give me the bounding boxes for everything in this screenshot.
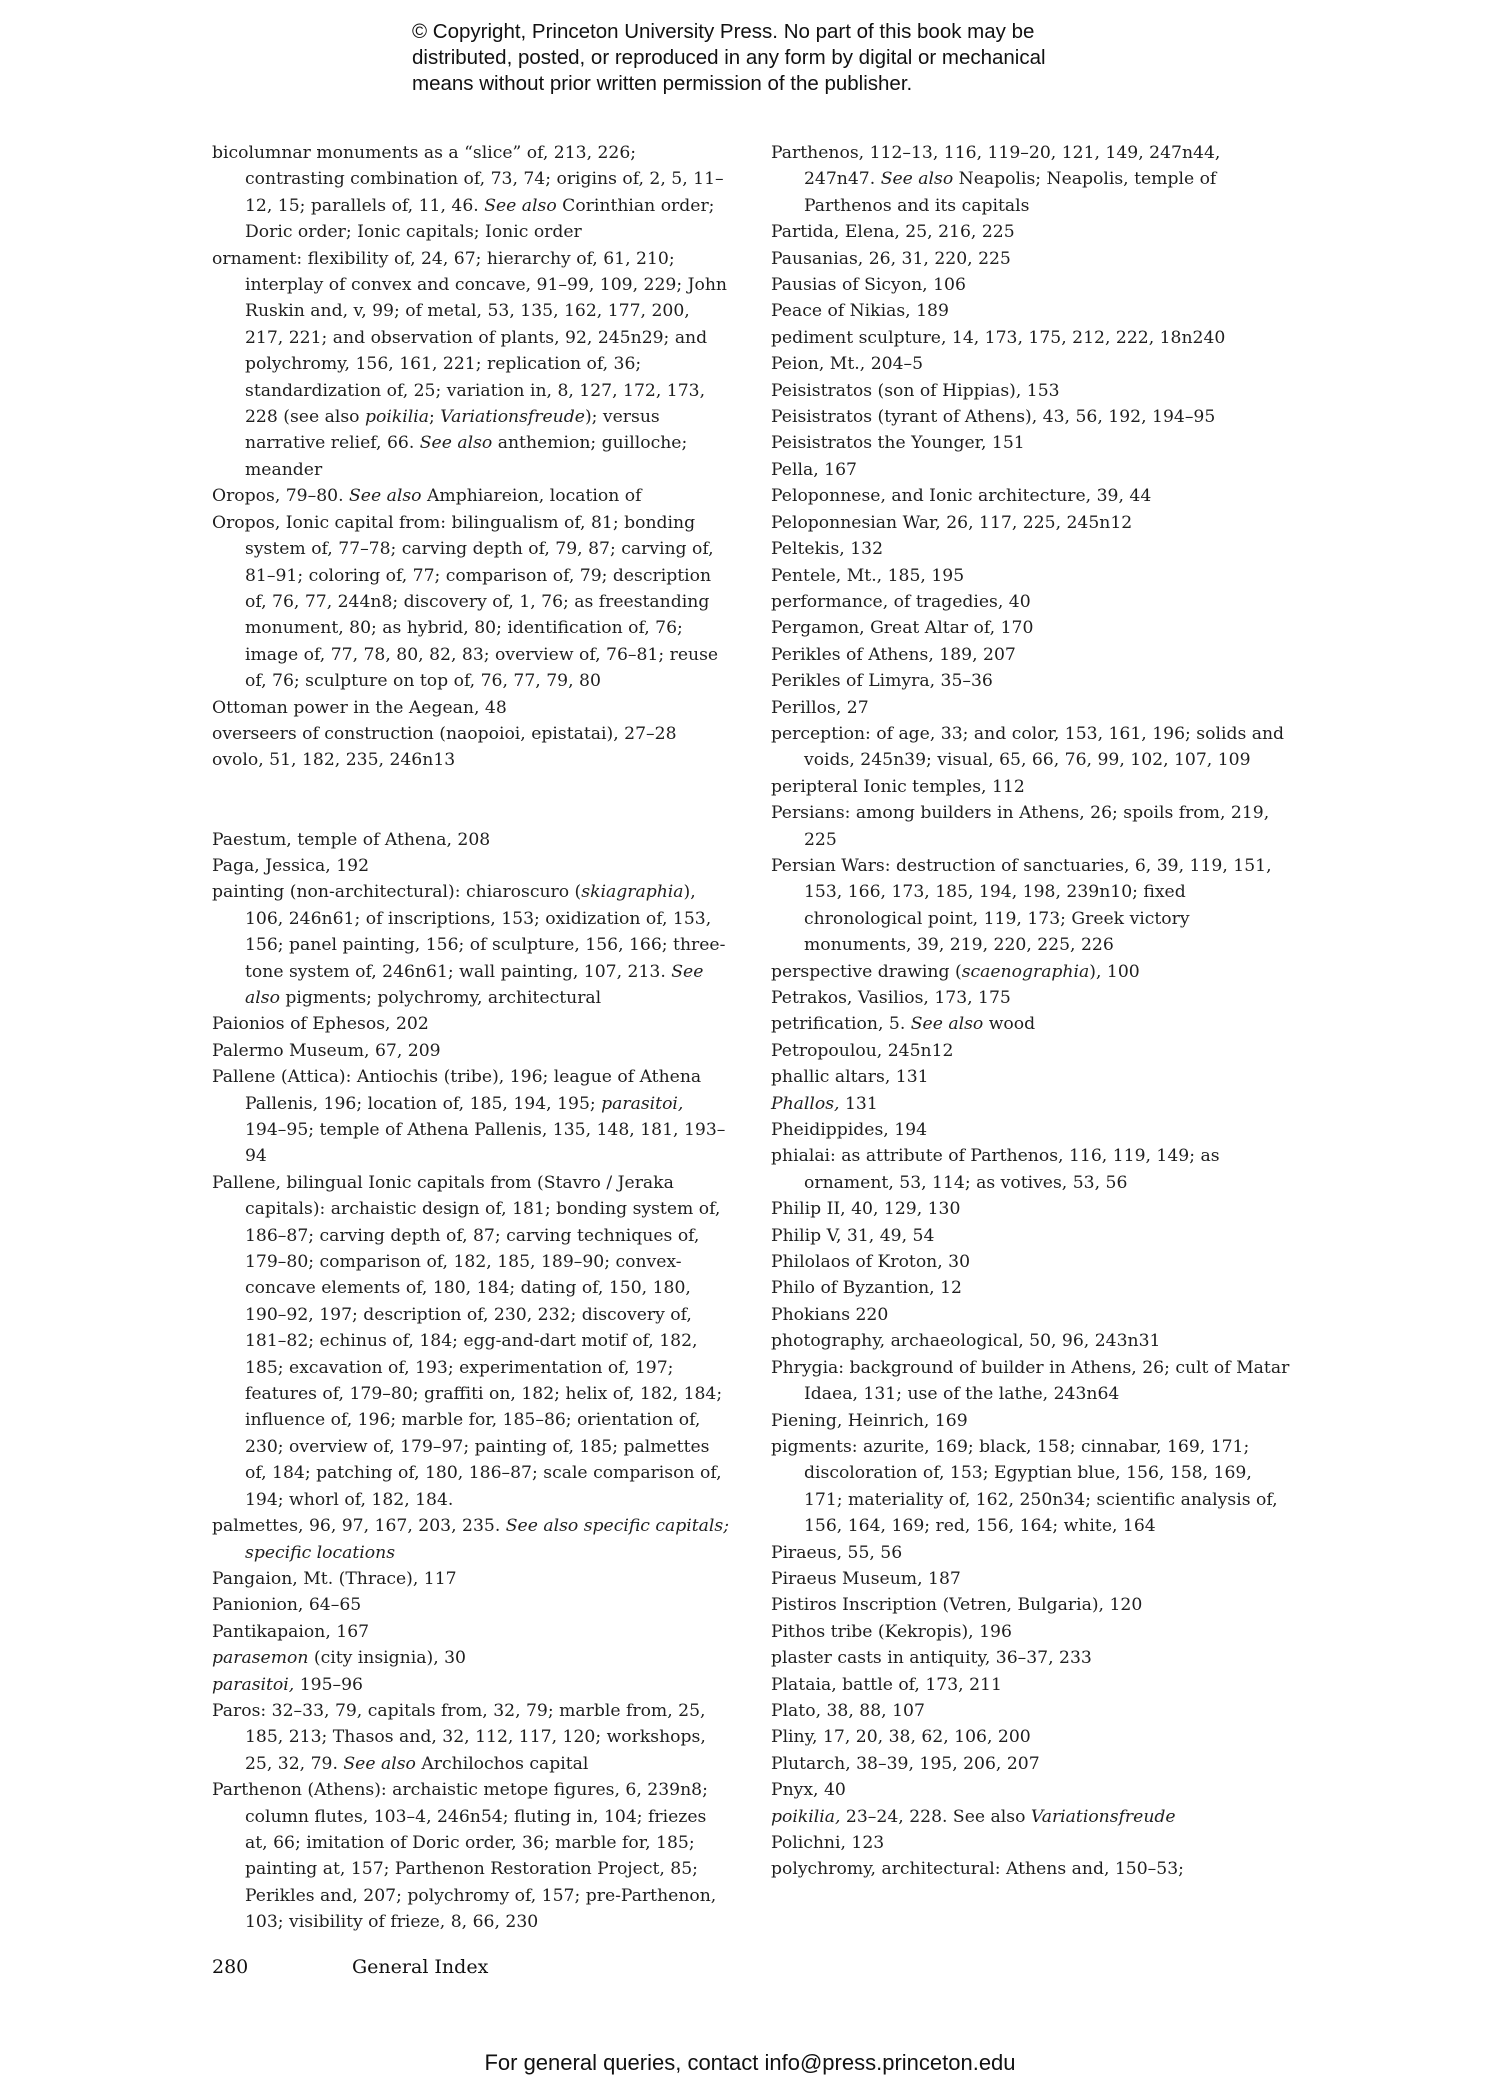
index-entry — [212, 140, 730, 246]
index-entry-text: parasitoi, — [212, 1674, 295, 1695]
index-entry-text: Piraeus Museum, 187 — [771, 1568, 961, 1589]
index-entry-text: pediment sculpture, 14, 173, 175, 212, 222, 18n240 — [771, 327, 1226, 348]
index-entry-text: phallic altars, 131 — [771, 1067, 929, 1088]
index-entry — [771, 563, 1291, 589]
index-entry-text: 195–96 — [294, 1674, 363, 1695]
index-entry-text: Polichni, 123 — [771, 1833, 885, 1853]
index-entry — [771, 800, 1291, 853]
index-entry-text: Pallene (Attica): Antiochis (tribe), 196; league of Athena Pallenis, 196; location of, 185, 194, 195; — [212, 1067, 707, 1114]
index-entry — [212, 1566, 730, 1592]
index-entry-text: Philolaos of Kroton, 30 — [771, 1252, 971, 1273]
index-entry-text: Paga, Jessica, 192 — [212, 855, 370, 876]
index-entry — [771, 378, 1291, 404]
index-entry-text: (city insignia), 30 — [308, 1648, 466, 1669]
index-entry — [771, 430, 1291, 456]
index-entry — [212, 483, 730, 509]
index-entry-text: See also — [245, 961, 709, 1008]
index-entry — [771, 1672, 1291, 1698]
index-entry — [771, 1038, 1291, 1064]
index-entry-text: performance, of tragedies, 40 — [771, 591, 1031, 612]
index-entry-text: Neapolis; Neapolis, temple of Parthenos and its capitals — [804, 169, 1222, 216]
index-entry — [212, 695, 730, 721]
index-entry — [771, 536, 1291, 562]
index-entry-text: Variationsfreude — [1030, 1806, 1176, 1827]
index-entry-text: 23–24, 228. See also — [840, 1806, 1031, 1827]
index-entry — [771, 404, 1291, 430]
index-entry — [771, 1302, 1291, 1328]
index-entry — [771, 246, 1291, 272]
index-entry-text: ), 106, 246n61; of inscriptions, 153; oxidization of, 153, 156; panel painting, 156; of sculpture, 156, 166; three-tone system of, 246n61; wall painting, 107, 213. — [245, 882, 726, 982]
index-entry-text: painting (non-architectural): chiaroscuro ( — [212, 882, 582, 903]
index-entry — [771, 219, 1291, 245]
index-entry — [771, 1408, 1291, 1434]
index-entry-text: Variationsfreude — [440, 407, 585, 428]
index-entry — [212, 1698, 730, 1777]
index-entry — [771, 1011, 1291, 1037]
index-entry-text: poikilia — [364, 407, 429, 428]
index-entry-text: Plato, 38, 88, 107 — [771, 1700, 925, 1721]
index-entry — [771, 1249, 1291, 1275]
index-entry-text: Pistiros Inscription (Vetren, Bulgaria), 120 — [771, 1595, 1143, 1616]
index-entry-text: parasemon — [212, 1648, 309, 1669]
index-entry — [771, 325, 1291, 351]
index-entry — [212, 1038, 730, 1064]
index-entry-text: wood — [983, 1014, 1036, 1035]
index-entry — [212, 1645, 730, 1671]
index-entry-text: Peisistratos the Younger, 151 — [771, 433, 1025, 454]
index-entry-text: Philip II, 40, 129, 130 — [771, 1199, 961, 1220]
index-entry-text: skiagraphia — [581, 882, 684, 903]
index-entry-text: overseers of construction (naopoioi, epistatai), 27–28 — [212, 723, 677, 744]
index-entry-text: Peion, Mt., 204–5 — [771, 354, 924, 375]
index-entry — [771, 1196, 1291, 1222]
index-entry — [212, 1064, 730, 1170]
index-entry-text: Palermo Museum, 67, 209 — [212, 1040, 441, 1061]
index-entry — [771, 1830, 1291, 1856]
index-entry — [771, 1724, 1291, 1750]
index-entry-text: ovolo, 51, 182, 235, 246n13 — [212, 750, 456, 771]
index-entry-text: Persians: among builders in Athens, 26; spoils from, 219, 225 — [771, 803, 1275, 850]
index-entry-text: ), 100 — [1089, 961, 1140, 982]
index-entry-text: Partida, Elena, 25, 216, 225 — [771, 222, 1015, 243]
index-entry-text: Parthenon (Athens): archaistic metope figures, 6, 239n8; column flutes, 103–4, 246n54; fluting in, 104; friezes at, 66; imitation of Doric order, 36; marble for, 185; painting at, 157; Parthenon Restoration Project, 85; Perikles and, 207; polychromy of, 157; pre-Parthenon, 103; visibility of frieze, 8, 66, 230 — [212, 1780, 722, 1933]
index-entry — [771, 589, 1291, 615]
index-entry-text: Corinthian order; Doric order; Ionic capitals; Ionic order — [245, 195, 720, 243]
index-entry-text: 194–95; temple of Athena Pallenis, 135, 148, 181, 193–94 — [245, 1093, 726, 1167]
index-entry — [212, 721, 730, 747]
index-entry — [771, 642, 1291, 668]
index-entry — [212, 827, 730, 853]
index-entry-text: Petrakos, Vasilios, 173, 175 — [771, 988, 1011, 1008]
index-entry — [771, 721, 1291, 774]
index-entry — [212, 510, 730, 695]
index-entry-text: Archilochos capital — [415, 1753, 589, 1774]
index-entry — [771, 695, 1291, 721]
index-entry — [771, 1064, 1291, 1090]
index-entry — [771, 1856, 1291, 1882]
index-entry-text: palmettes, 96, 97, 167, 203, 235. — [212, 1516, 506, 1537]
index-entry-text: Panionion, 64–65 — [212, 1595, 362, 1616]
index-entry-text: Amphiareion, location of — [421, 486, 642, 507]
index-entry-text: Pangaion, Mt. (Thrace), 117 — [212, 1568, 457, 1589]
index-entry — [771, 298, 1291, 324]
index-entry-text: Piraeus, 55, 56 — [771, 1542, 903, 1563]
index-entry-text: Peloponnese, and Ionic architecture, 39, 44 — [771, 486, 1152, 507]
index-entry-text: ); versus narrative relief, 66. — [245, 407, 666, 454]
index-entry — [771, 1355, 1295, 1408]
index-entry-text: Perikles of Athens, 189, 207 — [771, 644, 1016, 665]
index-entry — [771, 457, 1291, 483]
index-entry-text: Peisistratos (son of Hippias), 153 — [771, 380, 1060, 401]
index-entry-text: Pallene, bilingual Ionic capitals from (Stavro / Jeraka capitals): archaistic design of, 181; bonding system of, 186–87; carving depth of, 87; carving techniques of, 179–80; comparison of, 182, 185, 189–90; convex-concave elements of, 180, 184; dating of, 150, 180, 190–92, 197; description of, 230, 232; discovery of, 181–82; echinus of, 184; egg-and-dart motif of, 182, 185; excavation of, 193; experimentation of, 197; features of, 179–80; graffiti on, 182; helix of, 182, 184; influence of, 196; marble for, 185–86; orientation of, 230; overview of, 179–97; painting of, 185; palmettes of, 184; patching of, 180, 186–87; scale comparison of, 194; whorl of, 182, 184. — [212, 1172, 728, 1510]
index-entry-text: photography, archaeological, 50, 96, 243n31 — [771, 1331, 1161, 1352]
index-entry — [212, 1619, 730, 1645]
index-entry-text: Plataia, battle of, 173, 211 — [771, 1674, 1002, 1695]
index-entry-text: Pausias of Sicyon, 106 — [771, 275, 966, 296]
index-entry — [771, 774, 1291, 800]
index-entry-text: Philip V, 31, 49, 54 — [771, 1225, 935, 1246]
index-entry — [771, 351, 1291, 377]
index-entry-text: See also specific capitals; specific locations — [245, 1516, 735, 1563]
index-entry-text: perspective drawing ( — [771, 961, 962, 982]
index-entry — [212, 853, 730, 879]
index-entry — [771, 1751, 1291, 1777]
index-entry — [771, 1091, 1291, 1117]
index-entry-text: poikilia, — [771, 1806, 841, 1827]
index-entry-text: Perikles of Limyra, 35–36 — [771, 671, 993, 692]
index-entry-text: Oropos, 79–80. — [212, 486, 350, 507]
index-entry — [771, 615, 1291, 641]
index-entry-text: phialai: as attribute of Parthenos, 116, 119, 149; as ornament, 53, 114; as votives, 53, 56 — [771, 1146, 1226, 1193]
index-entry-text: Peisistratos (tyrant of Athens), 43, 56, 192, 194–95 — [771, 407, 1216, 428]
index-entry-text: Pantikapaion, 167 — [212, 1621, 370, 1642]
index-entry-text: perception: of age, 33; and color, 153, 161, 196; solids and voids, 245n39; visual, 65, 66, 76, 99, 102, 107, 109 — [771, 723, 1290, 771]
index-entry — [771, 1540, 1291, 1566]
index-entry-text: polychromy, architectural: Athens and, 150–53; — [771, 1859, 1184, 1880]
index-entry-text: Pausanias, 26, 31, 220, 225 — [771, 248, 1011, 269]
index-entry-text: Paros: 32–33, 79, capitals from, 32, 79; marble from, 25, 185, 213; Thasos and, 32, 112, 117, 120; workshops, 25, 32, 79. — [212, 1700, 712, 1774]
index-entry-text: Persian Wars: destruction of sanctuaries, 6, 39, 119, 151, 153, 166, 173, 185, 194, 198, 239n10; fixed chronological point, 119, 173; Greek victory monuments, 39, 219, 220, 225, 226 — [771, 855, 1278, 956]
index-entry-text: See also — [343, 1753, 416, 1774]
index-entry-text: Pithos tribe (Kekropis), 196 — [771, 1621, 1012, 1642]
index-entry-text: Pentele, Mt., 185, 195 — [771, 565, 965, 586]
index-entry — [771, 483, 1291, 509]
index-entry — [771, 1619, 1291, 1645]
index-entry — [771, 510, 1291, 536]
index-entry-text: Plutarch, 38–39, 195, 206, 207 — [771, 1753, 1040, 1774]
index-entry-text: Pella, 167 — [771, 459, 857, 480]
index-entry — [771, 853, 1291, 959]
index-entry — [771, 140, 1291, 219]
running-head: General Index — [352, 1956, 489, 1978]
index-entry — [771, 1117, 1291, 1143]
copyright-line: means without prior written permission of the publisher. — [412, 72, 913, 95]
index-entry-text: Peltekis, 132 — [771, 539, 884, 560]
copyright-notice — [412, 19, 1132, 97]
index-entry — [212, 1592, 730, 1618]
index-entry — [771, 1328, 1291, 1354]
index-entry-text: Petropoulou, 245n12 — [771, 1040, 954, 1061]
index-entry-text: pigments; polychromy, architectural — [279, 987, 602, 1008]
index-column-left — [212, 140, 735, 1936]
index-entry-text: Phrygia: background of builder in Athens, 26; cult of Matar Idaea, 131; use of the lathe, 243n64 — [771, 1357, 1295, 1405]
index-entry — [212, 1513, 735, 1566]
index-entry — [212, 246, 733, 484]
index-entry-text: Ottoman power in the Aegean, 48 — [212, 697, 507, 718]
index-entry-text: pigments: azurite, 169; black, 158; cinnabar, 169, 171; discoloration of, 153; Egyptian blue, 156, 158, 169, 171; materiality of, 162, 250n34; scientific analysis of, 156, 164, 169; red, 156, 164; white, 164 — [771, 1436, 1284, 1537]
index-entry-text: See also — [484, 195, 557, 216]
index-entry — [771, 1275, 1291, 1301]
index-entry-text: 131 — [839, 1093, 878, 1114]
copyright-line: © Copyright, Princeton University Press. No part of this book may be — [412, 20, 1035, 43]
index-entry-text: Parthenos, 112–13, 116, 119–20, 121, 149, 247n44, 247n47. — [771, 143, 1226, 190]
index-entry-text: See also — [349, 486, 422, 507]
index-entry-text: Oropos, Ionic capital from: bilingualism of, 81; bonding system of, 77–78; carving depth of, 79, 87; carving of, 81–91; coloring of, 77; comparison of, 79; description of, 76, 77, 244n8; discovery of, 1, 76; as freestanding monument, 80; as hybrid, 80; identification of, 76; image of, 77, 78, 80, 82, 83; overview of, 76–81; reuse of, 76; sculpture on top of, 76, 77, 79, 80 — [212, 512, 724, 692]
index-entry-text: scaenographia — [961, 961, 1090, 982]
letter-section-gap — [212, 774, 730, 827]
index-entry — [771, 1223, 1291, 1249]
page-number: 280 — [212, 1956, 249, 1978]
index-entry — [771, 985, 1291, 1011]
index-entry — [771, 1566, 1291, 1592]
index-entry-text: anthemion; guilloche; meander — [245, 433, 693, 480]
index-entry-text: Phallos, — [771, 1093, 840, 1114]
index-entry — [212, 747, 730, 773]
index-entry-text: peripteral Ionic temples, 112 — [771, 776, 1025, 797]
index-entry-text: Peace of Nikias, 189 — [771, 301, 949, 322]
index-entry — [212, 1672, 730, 1698]
index-entry — [771, 959, 1291, 985]
index-entry-text: Peloponnesian War, 26, 117, 225, 245n12 — [771, 512, 1133, 533]
index-entry-text: Pheidippides, 194 — [771, 1120, 928, 1141]
index-entry-text: See also — [910, 1014, 984, 1035]
index-entry-text: See also — [419, 433, 493, 454]
index-entry — [771, 1777, 1291, 1803]
index-entry — [771, 272, 1291, 298]
index-entry-text: Paestum, temple of Athena, 208 — [212, 829, 491, 850]
index-entry — [212, 1777, 730, 1935]
index-column-right — [771, 140, 1295, 1883]
index-entry — [771, 1592, 1291, 1618]
index-entry — [771, 668, 1291, 694]
index-entry-text: Pergamon, Great Altar of, 170 — [771, 618, 1034, 639]
index-entry-text: Phokians 220 — [771, 1304, 889, 1325]
index-entry — [771, 1143, 1291, 1196]
index-entry — [771, 1434, 1291, 1540]
index-entry-text: parasitoi, — [601, 1093, 684, 1114]
copyright-line: distributed, posted, or reproduced in any form by digital or mechanical — [412, 46, 1046, 69]
index-entry-text: ; — [428, 407, 441, 428]
index-entry-text: plaster casts in antiquity, 36–37, 233 — [771, 1648, 1092, 1669]
index-entry — [771, 1804, 1291, 1830]
index-entry-text: Perillos, 27 — [771, 697, 869, 718]
index-entry-text: Paionios of Ephesos, 202 — [212, 1014, 429, 1035]
index-entry-text: Piening, Heinrich, 169 — [771, 1410, 968, 1431]
contact-notice: For general queries, contact info@press.princeton.edu — [484, 2050, 1016, 2075]
index-entry-text: Pliny, 17, 20, 38, 62, 106, 200 — [771, 1727, 1031, 1748]
index-entry-text: Pnyx, 40 — [771, 1780, 846, 1801]
index-entry — [212, 1170, 730, 1513]
index-entry-text: See also — [880, 169, 954, 190]
index-entry — [771, 1698, 1291, 1724]
index-entry — [212, 1011, 730, 1037]
index-entry-text: petrification, 5. — [771, 1014, 911, 1035]
index-entry-text: Philo of Byzantion, 12 — [771, 1278, 962, 1299]
index-entry — [212, 879, 730, 1011]
index-entry-text: bicolumnar monuments as a “slice” of, 213, 226; contrasting combination of, 73, 74; origins of, 2, 5, 11–12, 15; parallels of, 11, 46. — [212, 143, 724, 216]
index-entry — [771, 1645, 1291, 1671]
index-entry-text: ornament: flexibility of, 24, 67; hierarchy of, 61, 210; interplay of convex and concave, 91–99, 109, 229; John Ruskin and, v, 99; of metal, 53, 135, 162, 177, 200, 217, 221; and observation of plants, 92, 245n29; and polychromy, 156, 161, 221; replication of, 36; standardization of, 25; variation in, 8, 127, 172, 173, 228 (see also — [212, 248, 733, 428]
